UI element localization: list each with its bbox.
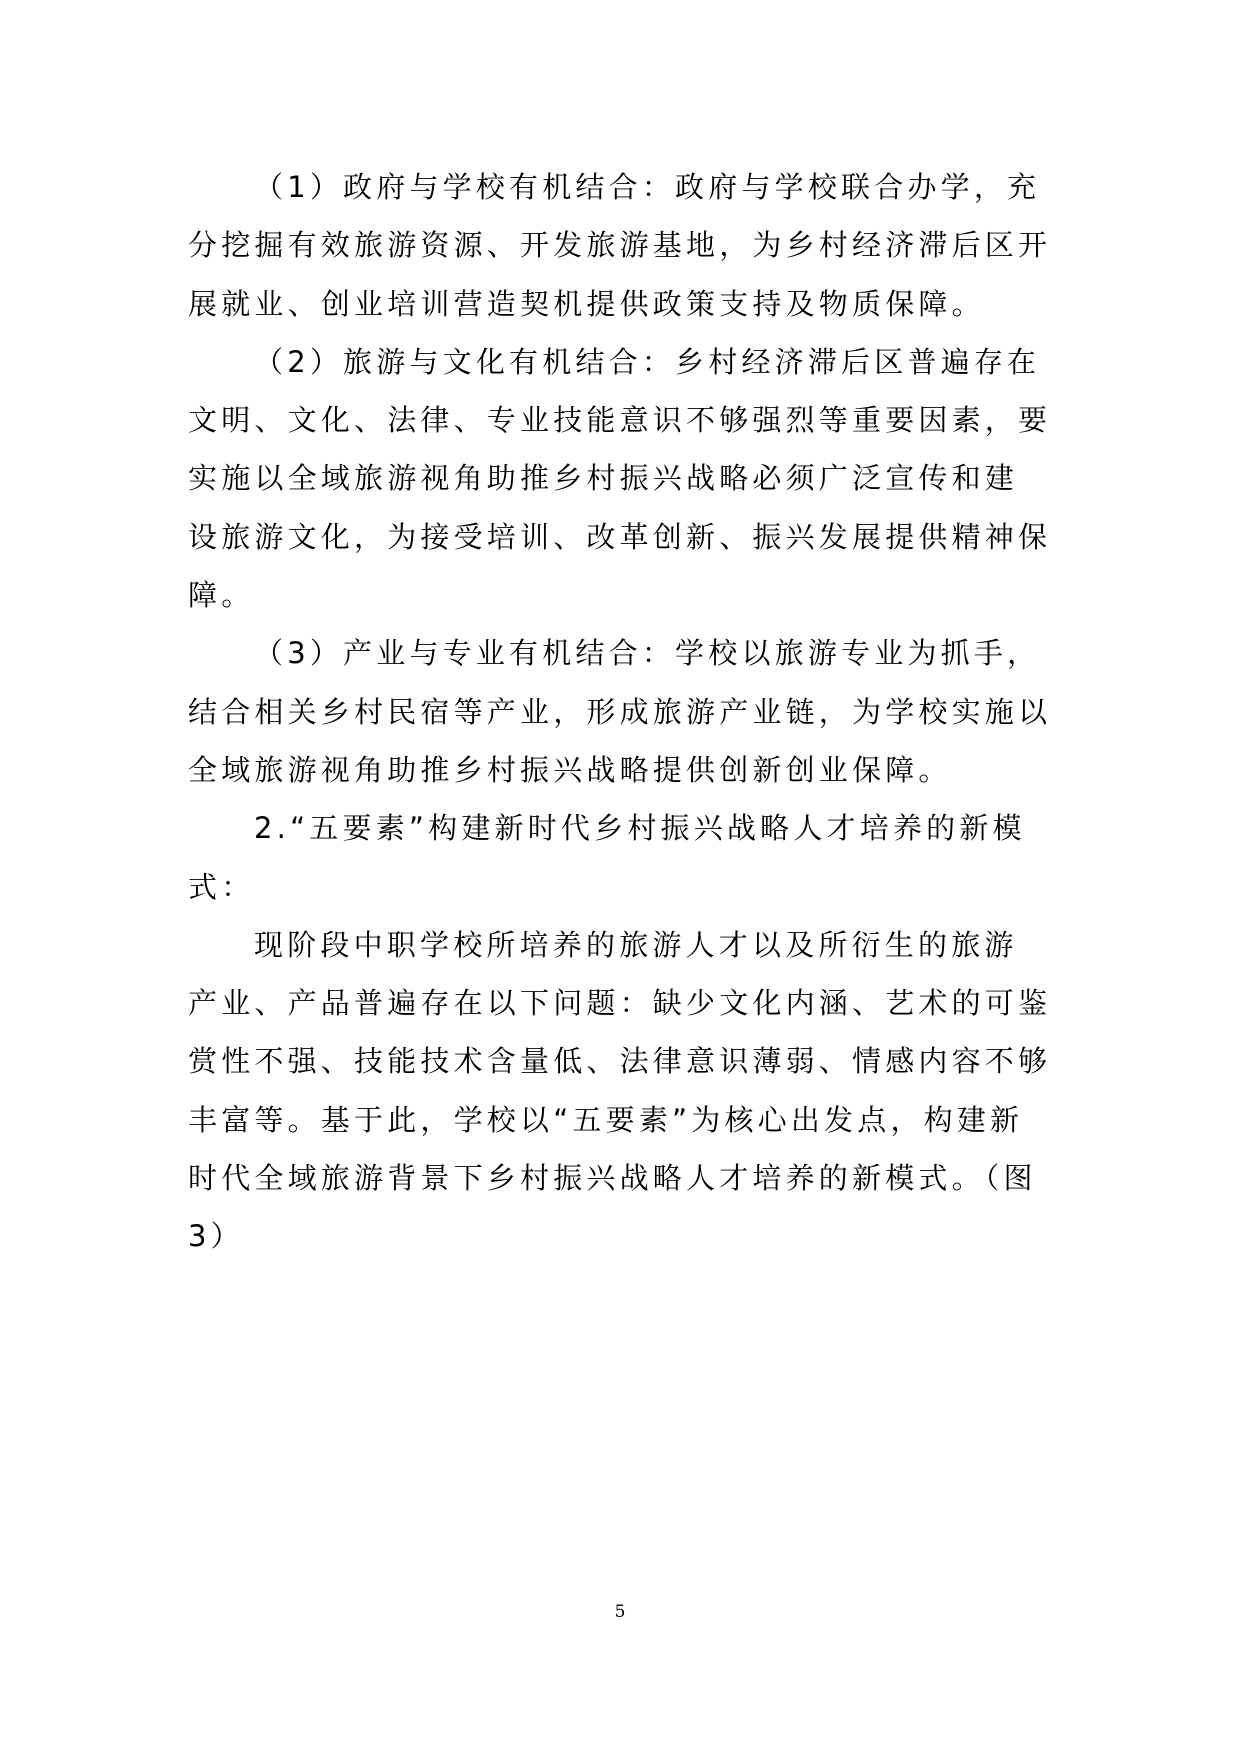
paragraph-3-line-3: 全域旅游视角助推乡村振兴战略提供创新创业保障。 [188,752,952,787]
body-text [188,158,1058,1266]
section-heading-line-1: 2.“五要素”构建新时代乡村振兴战略人才培养的新模 [254,811,1026,846]
paragraph-4-line-4: 丰富等。基于此，学校以“五要素”为核心出发点，构建新 [188,1102,1024,1137]
paragraph-1-line-1: （1）政府与学校有机结合：政府与学校联合办学，充 [254,170,1041,204]
page-number: 5 [614,1602,626,1622]
section-heading-line-2: 式： [188,869,255,904]
paragraph-3-line-2: 结合相关乡村民宿等产业，形成旅游产业链，为学校实施以 [188,694,1052,729]
paragraph-4-line-5: 时代全域旅游背景下乡村振兴战略人才培养的新模式。（图 [188,1161,1037,1196]
paragraph-4-line-3: 赏性不强、技能技术含量低、法律意识薄弱、情感内容不够 [188,1044,1052,1079]
paragraph-1-line-2: 分挖掘有效旅游资源、开发旅游基地，为乡村经济滞后区开 [188,228,1052,263]
paragraph-2-line-3: 实施以全域旅游视角助推乡村振兴战略必须广泛宣传和建 [188,461,1019,496]
paragraph-4-line-2: 产业、产品普遍存在以下问题：缺少文化内涵、艺术的可鉴 [188,986,1052,1021]
paragraph-4-line-6: 3） [188,1219,244,1254]
paragraph-2-line-4: 设旅游文化，为接受培训、改革创新、振兴发展提供精神保 [188,519,1052,554]
paragraph-1-line-3: 展就业、创业培训营造契机提供政策支持及物质保障。 [188,286,985,321]
paragraph-3-line-1: （3）产业与专业有机结合：学校以旅游专业为抓手， [254,636,1041,671]
paragraph-2-line-5: 障。 [188,578,255,613]
paragraph-2-line-2: 文明、文化、法律、专业技能意识不够强烈等重要因素，要 [188,403,1052,438]
paragraph-4-line-1: 现阶段中职学校所培养的旅游人才以及所衍生的旅游 [254,927,1018,962]
paragraph-2-line-1: （2）旅游与文化有机结合：乡村经济滞后区普遍存在 [254,344,1041,379]
